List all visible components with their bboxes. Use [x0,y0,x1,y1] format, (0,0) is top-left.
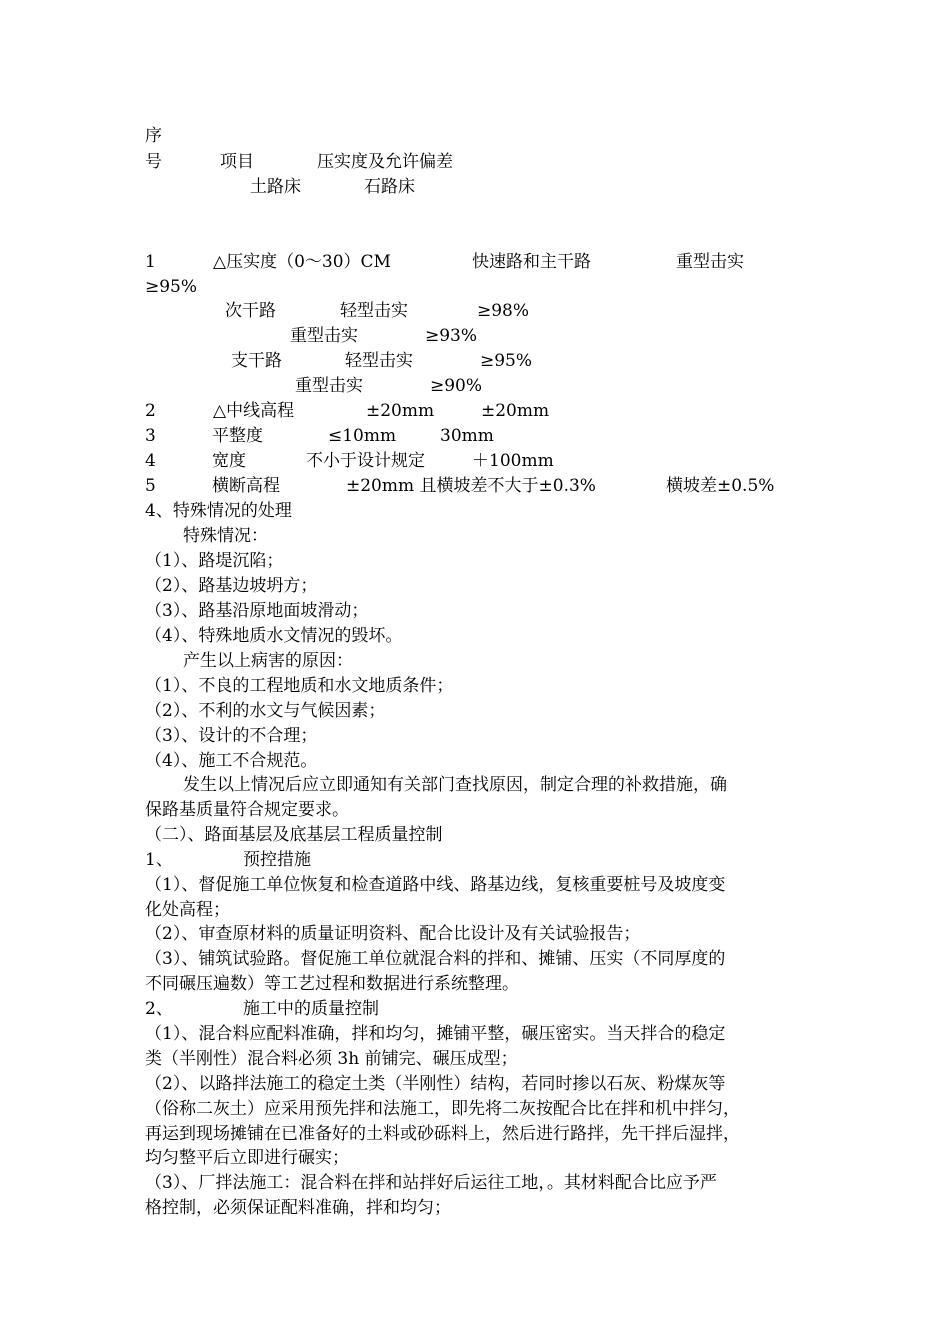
row4-stone-value: ＋100mm [472,451,554,471]
row2-item: △中线高程 [213,401,295,421]
row1-value-heavy-branch: ≥90% [430,376,483,396]
sub2-title: 施工中的质量控制 [243,999,379,1019]
sub2-line-7: （3）、厂拌法施工：混合料在拌和站拌好后运往工地，。其材料配合比应予严 [145,1173,717,1193]
conclusion-line-2: 保路基质量符合规定要求。 [145,800,349,820]
cause-label: 产生以上病害的原因： [183,651,353,671]
sub1-line-1: （1）、督促施工单位恢复和检查道路中线、路基边线，复核重要桩号及坡度变 [145,875,726,895]
special-item-2: （2）、路基边坡坍方； [145,576,318,596]
part2-title: （二）、路面基层及底基层工程质量控制 [145,825,443,845]
row4-number: 4 [145,451,156,471]
cause-item-1: （1）、不良的工程地质和水文地质条件； [145,676,454,696]
sub1-title: 预控措施 [243,850,311,870]
sub1-line-3: （2）、审查原材料的质量证明资料、配合比设计及有关试验报告； [145,924,641,944]
cause-item-3: （3）、设计的不合理； [145,726,318,746]
row1-value-light-branch: ≥95% [480,351,533,371]
row3-soil-value: ≤10mm [328,426,397,446]
row1-item: △压实度（0～30）CM [213,252,391,272]
row5-soil-value: ±20mm 且横坡差不大于±0.3% [346,476,596,496]
table-header-hao: 号 [145,152,162,172]
row5-item: 横断高程 [212,476,280,496]
row4-item: 宽度 [212,451,246,471]
row1-method-heavy-secondary: 重型击实 [290,326,358,346]
row1-road-main: 快速路和主干路 [472,252,591,272]
sub1-line-4: （3）、铺筑试验路。督促施工单位就混合料的拌和、摊铺、压实（不同厚度的 [145,949,726,969]
special-item-4: （4）、特殊地质水文情况的毁坏。 [145,626,403,646]
row1-value-heavy-secondary: ≥93% [425,326,478,346]
row3-stone-value: 30mm [440,426,494,446]
sub1-line-5: 不同碾压遍数）等工艺过程和数据进行系统整理。 [145,974,519,994]
table-header-xu: 序 [145,126,162,146]
sub2-line-2: 类（半刚性）混合料必须 3h 前铺完、碾压成型； [145,1049,518,1069]
sub1-line-2: 化处高程； [145,900,230,920]
special-item-3: （3）、路基沿原地面坡滑动； [145,601,369,621]
row1-method-light-secondary: 轻型击实 [340,301,408,321]
cause-item-4: （4）、施工不合规范。 [145,751,318,771]
row3-number: 3 [145,426,156,446]
special-label: 特殊情况： [183,526,268,546]
sub2-line-8: 格控制，必须保证配料准确，拌和均匀； [145,1198,451,1218]
row2-number: 2 [145,401,156,421]
conclusion-line-1: 发生以上情况后应立即通知有关部门查找原因，制定合理的补救措施，确 [183,775,727,795]
table-header-compaction: 压实度及允许偏差 [317,152,453,172]
row1-value-light-secondary: ≥98% [477,301,530,321]
sub2-line-4: （俗称二灰土）应采用预先拌和法施工，即先将二灰按配合比在拌和机中拌匀， [145,1099,740,1119]
row1-method-heavy-branch: 重型击实 [295,376,363,396]
row1-road-secondary: 次干路 [225,301,276,321]
sub2-line-6: 均匀整平后立即进行碾实； [145,1148,349,1168]
row1-road-branch: 支干路 [231,351,282,371]
row3-item: 平整度 [212,426,263,446]
table-header-project: 项目 [220,152,254,172]
section4-title: 4、特殊情况的处理 [145,501,292,521]
row1-method-light-branch: 轻型击实 [345,351,413,371]
sub2-line-3: （2）、以路拌法施工的稳定土类（半刚性）结构，若同时掺以石灰、粉煤灰等 [145,1074,726,1094]
row5-stone-value: 横坡差±0.5% [666,476,775,496]
row1-number: 1 [145,252,156,272]
row2-stone-value: ±20mm [481,401,550,421]
special-item-1: （1）、路堤沉陷； [145,551,284,571]
row2-soil-value: ±20mm [366,401,435,421]
row1-value-main: ≥95% [145,277,198,297]
sub2-number: 2、 [145,999,173,1019]
row1-method-heavy: 重型击实 [676,252,744,272]
table-header-stone-bed: 石路床 [364,177,415,197]
sub2-line-1: （1）、混合料应配料准确，拌和均匀，摊铺平整，碾压密实。当天拌合的稳定 [145,1024,726,1044]
table-header-soil-bed: 土路床 [250,177,301,197]
row5-number: 5 [145,476,156,496]
sub2-line-5: 再运到现场摊铺在已准备好的土料或砂砾料上，然后进行路拌，先干拌后湿拌， [145,1124,740,1144]
sub1-number: 1、 [145,850,173,870]
row4-soil-value: 不小于设计规定 [306,451,425,471]
cause-item-2: （2）、不利的水文与气候因素； [145,701,386,721]
